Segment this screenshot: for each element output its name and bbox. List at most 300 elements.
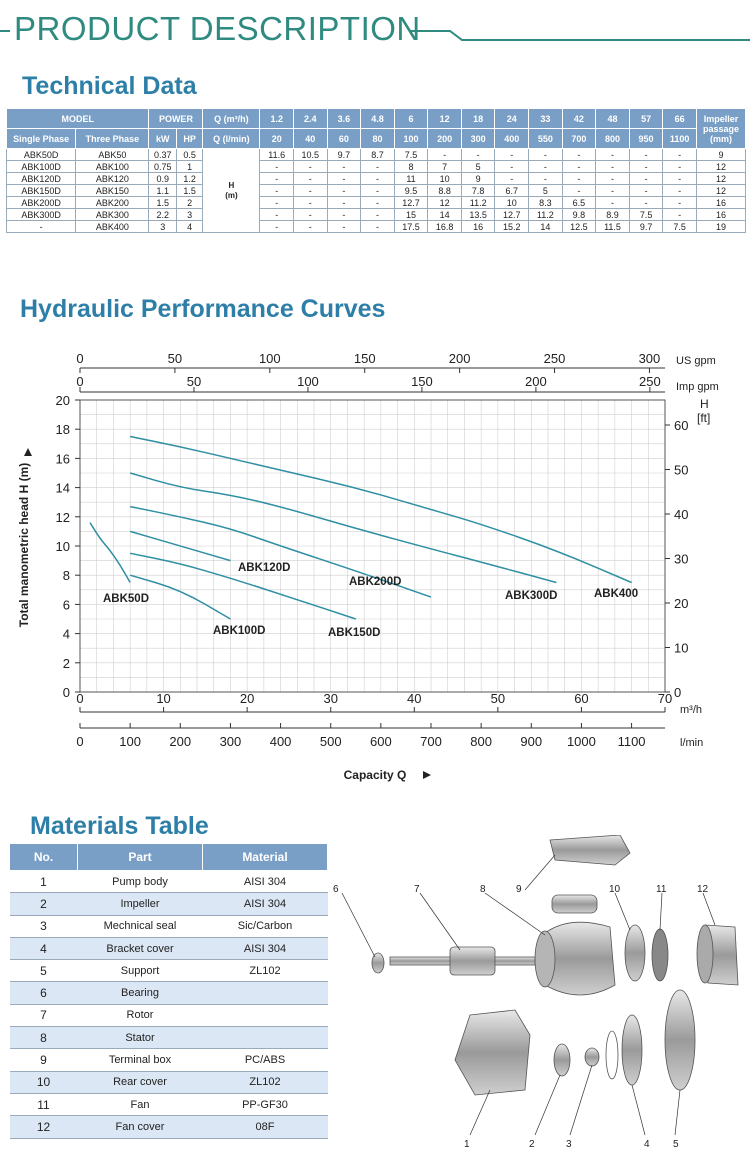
power-header: POWER <box>149 109 203 129</box>
lmin-tick-label: 600 <box>370 734 392 749</box>
lmin-tick-label: 900 <box>520 734 543 749</box>
model-row <box>7 209 746 221</box>
ft-axis-unit: [ft] <box>697 411 711 425</box>
x-unit-label: m³/h <box>680 704 702 716</box>
head-value: - <box>327 185 361 197</box>
banner-line-right <box>410 30 750 42</box>
impgpm-tick-label: 100 <box>297 374 319 389</box>
model-header: MODEL <box>7 109 149 129</box>
head-value: - <box>663 209 697 221</box>
banner-line-left <box>0 30 10 32</box>
usgpm-tick-label: 300 <box>638 351 661 366</box>
performance-chart <box>0 340 750 790</box>
head-value: 11.2 <box>529 209 563 221</box>
power-kw: 1.5 <box>149 197 176 209</box>
part-name: Mechnical seal <box>78 915 203 937</box>
head-value: - <box>562 161 596 173</box>
y-tick-label: 12 <box>55 509 70 525</box>
lmin-tick-label: 800 <box>470 734 492 749</box>
single-phase-model: ABK100D <box>7 161 76 173</box>
flow-lmin: 80 <box>361 129 395 149</box>
head-value: - <box>428 149 462 161</box>
head-value: - <box>361 221 395 233</box>
head-value: - <box>629 161 663 173</box>
lmin-tick-label: 1100 <box>617 734 646 749</box>
head-value: 17.5 <box>394 221 428 233</box>
head-value: - <box>495 161 529 173</box>
power-kw: 3 <box>149 221 176 233</box>
three-phase-model: ABK50 <box>76 149 149 161</box>
power-kw: 2.2 <box>149 209 176 221</box>
part-name: Impeller <box>78 893 203 915</box>
head-value: - <box>361 209 395 221</box>
part-number: 6 <box>10 982 78 1004</box>
usgpm-tick-label: 150 <box>353 351 376 366</box>
model-row <box>7 173 746 185</box>
impeller-header: Impeller passage (mm) <box>696 109 745 149</box>
flow-m3h: 42 <box>562 109 596 129</box>
part-material: Sic/Carbon <box>203 915 328 937</box>
power-hp: 1.2 <box>176 173 202 185</box>
head-value: - <box>629 197 663 209</box>
ft-axis-label: H <box>700 397 709 411</box>
callout-9: 9 <box>516 884 522 895</box>
part-header: Part <box>78 844 203 871</box>
o-ring-part <box>606 1031 618 1079</box>
head-value: - <box>260 221 294 233</box>
power-hp: 1 <box>176 161 202 173</box>
material-row <box>10 1071 328 1093</box>
callout-3: 3 <box>566 1139 572 1150</box>
head-value: - <box>663 197 697 209</box>
head-value: 8.8 <box>428 185 462 197</box>
head-value: - <box>327 221 361 233</box>
usgpm-tick-label: 200 <box>448 351 471 366</box>
head-value: - <box>327 209 361 221</box>
head-value: - <box>294 209 328 221</box>
part-number: 1 <box>10 871 78 893</box>
seal-part <box>585 1048 599 1066</box>
flow-m3h: 18 <box>461 109 495 129</box>
part-number: 5 <box>10 960 78 982</box>
part-name: Fan <box>78 1093 203 1115</box>
head-value: - <box>629 173 663 185</box>
x-tick-label: 0 <box>76 691 84 706</box>
three-phase-header: Three Phase <box>76 129 149 149</box>
lmin-tick-label: 400 <box>269 734 292 749</box>
curve-label-abk300d: ABK300D <box>505 590 558 602</box>
head-label: H <box>228 180 235 190</box>
flow-lmin: 300 <box>461 129 495 149</box>
impgpm-tick-label: 150 <box>411 374 433 389</box>
head-value: 6.7 <box>495 185 529 197</box>
head-value: 9.7 <box>327 149 361 161</box>
material-row <box>10 1093 328 1115</box>
lmin-tick-label: 500 <box>319 734 342 749</box>
single-phase-model: ABK120D <box>7 173 76 185</box>
head-value: 7.5 <box>394 149 428 161</box>
no-header: No. <box>10 844 78 871</box>
flow-m3h: 2.4 <box>294 109 328 129</box>
head-value: 7.5 <box>629 209 663 221</box>
x-tick-label: 20 <box>239 691 255 706</box>
impeller-passage: 19 <box>696 221 745 233</box>
callout-5: 5 <box>673 1139 679 1150</box>
part-name: Bearing <box>78 982 203 1004</box>
rotor-part <box>450 947 495 975</box>
banner <box>0 0 750 60</box>
ft-tick-label: 10 <box>674 640 689 656</box>
impeller-passage: 16 <box>696 209 745 221</box>
ft-tick-label: 60 <box>674 417 689 433</box>
usgpm-tick-label: 250 <box>543 351 566 366</box>
part-material: ZL102 <box>203 1071 328 1093</box>
material-row <box>10 960 328 982</box>
head-label-cell <box>203 149 260 233</box>
y-tick-label: 6 <box>62 597 70 613</box>
head-value: 12.5 <box>562 221 596 233</box>
flow-lmin: 1100 <box>663 129 697 149</box>
part-number: 3 <box>10 915 78 937</box>
part-number: 4 <box>10 937 78 959</box>
part-name: Rear cover <box>78 1071 203 1093</box>
head-value: - <box>294 197 328 209</box>
impgpm-unit-label: Imp gpm <box>676 381 719 393</box>
power-kw: 0.37 <box>149 149 176 161</box>
x-tick-label: 30 <box>323 691 338 706</box>
x-tick-label: 50 <box>490 691 506 706</box>
head-value: - <box>361 173 395 185</box>
head-value: 15 <box>394 209 428 221</box>
y-tick-label: 2 <box>62 655 70 671</box>
y-axis-title: Total manometric head H (m) <box>17 462 31 628</box>
exploded-pump-diagram <box>330 835 750 1160</box>
part-material: ZL102 <box>203 960 328 982</box>
pump-body-part <box>455 1010 530 1095</box>
materials-title: Materials Table <box>30 812 209 840</box>
lmin-tick-label: 300 <box>219 734 242 749</box>
impeller-passage: 12 <box>696 161 745 173</box>
head-unit: (m) <box>225 190 238 200</box>
flow-m3h: 6 <box>394 109 428 129</box>
part-number: 9 <box>10 1049 78 1071</box>
part-name: Rotor <box>78 1004 203 1026</box>
model-row <box>7 185 746 197</box>
material-row <box>10 1116 328 1138</box>
terminal-box-part <box>550 835 630 865</box>
head-value: 11 <box>394 173 428 185</box>
material-row <box>10 1049 328 1071</box>
capacitor-part <box>552 895 597 913</box>
y-axis-arrow <box>24 448 32 456</box>
lmin-tick-label: 1000 <box>566 734 596 749</box>
head-value: 7.5 <box>663 221 697 233</box>
head-value: - <box>529 161 563 173</box>
material-row <box>10 937 328 959</box>
head-value: 9.5 <box>394 185 428 197</box>
flow-lmin: 20 <box>260 129 294 149</box>
callout-10: 10 <box>609 884 621 895</box>
single-phase-model: ABK50D <box>7 149 76 161</box>
y-tick-label: 4 <box>62 626 70 642</box>
part-name: Fan cover <box>78 1116 203 1138</box>
impeller-passage: 16 <box>696 197 745 209</box>
flow-m3h: 57 <box>629 109 663 129</box>
materials-rows <box>10 871 328 1139</box>
q-lmin-header: Q (l/min) <box>203 129 260 149</box>
x-tick-label: 40 <box>407 691 422 706</box>
x-axis-arrow <box>423 771 431 779</box>
power-kw: 0.75 <box>149 161 176 173</box>
support-part <box>665 990 695 1090</box>
usgpm-tick-label: 100 <box>258 351 281 366</box>
single-phase-model: ABK300D <box>7 209 76 221</box>
impgpm-tick-label: 250 <box>639 374 661 389</box>
single-phase-model: - <box>7 221 76 233</box>
part-name: Pump body <box>78 871 203 893</box>
head-value: 7.8 <box>461 185 495 197</box>
head-value: 11.2 <box>461 197 495 209</box>
lmin-tick-label: 100 <box>119 734 141 749</box>
callout-4: 4 <box>644 1139 650 1150</box>
flow-m3h: 24 <box>495 109 529 129</box>
head-value: - <box>294 221 328 233</box>
ft-tick-label: 30 <box>674 551 689 567</box>
hydraulic-title: Hydraulic Performance Curves <box>20 295 386 323</box>
three-phase-model: ABK400 <box>76 221 149 233</box>
flow-m3h: 48 <box>596 109 630 129</box>
flow-lmin: 550 <box>529 129 563 149</box>
head-value: - <box>529 173 563 185</box>
head-value: - <box>361 161 395 173</box>
material-row <box>10 915 328 937</box>
head-value: 9 <box>461 173 495 185</box>
impgpm-tick-label: 0 <box>76 374 84 389</box>
head-value: 11.5 <box>596 221 630 233</box>
power-hp: 3 <box>176 209 202 221</box>
callout-2: 2 <box>529 1139 535 1150</box>
part-material: AISI 304 <box>203 871 328 893</box>
head-value: 14 <box>428 209 462 221</box>
head-value: - <box>495 149 529 161</box>
curve-label-abk120d: ABK120D <box>238 562 291 574</box>
y-tick-label: 0 <box>62 685 70 700</box>
impgpm-tick-label: 50 <box>186 374 202 389</box>
power-hp: 2 <box>176 197 202 209</box>
head-value: - <box>663 161 697 173</box>
flow-lmin: 200 <box>428 129 462 149</box>
head-value: - <box>260 161 294 173</box>
head-value: 16 <box>461 221 495 233</box>
three-phase-model: ABK120 <box>76 173 149 185</box>
head-value: 14 <box>529 221 563 233</box>
stator-part <box>545 922 615 995</box>
callout-11: 11 <box>656 884 667 895</box>
head-value: - <box>596 197 630 209</box>
head-value: - <box>495 173 529 185</box>
head-value: - <box>629 185 663 197</box>
y-tick-label: 20 <box>55 393 70 408</box>
single-phase-model: ABK150D <box>7 185 76 197</box>
material-row <box>10 893 328 915</box>
part-material: 08F <box>203 1116 328 1138</box>
q-m3h-header: Q (m³/h) <box>203 109 260 129</box>
flow-lmin: 950 <box>629 129 663 149</box>
curve-label-abk100d: ABK100D <box>213 625 266 637</box>
curve-label-abk400: ABK400 <box>594 588 639 600</box>
flow-m3h: 12 <box>428 109 462 129</box>
curve-label-abk50d: ABK50D <box>103 593 150 605</box>
head-value: 8 <box>394 161 428 173</box>
material-row <box>10 1027 328 1049</box>
lmin-tick-label: 200 <box>169 734 192 749</box>
head-value: - <box>461 149 495 161</box>
usgpm-tick-label: 0 <box>76 351 84 366</box>
callout-8: 8 <box>480 884 486 895</box>
three-phase-model: ABK150 <box>76 185 149 197</box>
head-value: 15.2 <box>495 221 529 233</box>
part-material <box>203 1004 328 1026</box>
technical-data-title: Technical Data <box>22 72 197 100</box>
head-value: - <box>596 149 630 161</box>
ft-tick-label: 0 <box>674 685 682 700</box>
usgpm-unit-label: US gpm <box>676 355 716 367</box>
head-value: - <box>562 173 596 185</box>
power-kw: 0.9 <box>149 173 176 185</box>
head-value: - <box>361 185 395 197</box>
three-phase-model: ABK200 <box>76 197 149 209</box>
curve-label-abk200d: ABK200D <box>349 576 402 588</box>
part-number: 11 <box>10 1093 78 1115</box>
part-name: Terminal box <box>78 1049 203 1071</box>
head-value: 10.5 <box>294 149 328 161</box>
y-tick-label: 8 <box>62 568 70 584</box>
head-value: - <box>294 185 328 197</box>
material-row <box>10 871 328 893</box>
lmin-tick-label: 700 <box>420 734 442 749</box>
head-value: 12.7 <box>394 197 428 209</box>
material-header: Material <box>203 844 328 871</box>
head-value: - <box>294 161 328 173</box>
head-value: - <box>260 185 294 197</box>
material-row <box>10 1004 328 1026</box>
part-number: 2 <box>10 893 78 915</box>
hp-header: HP <box>176 129 202 149</box>
part-material: AISI 304 <box>203 937 328 959</box>
single-phase-header: Single Phase <box>7 129 76 149</box>
callout-1: 1 <box>464 1139 470 1150</box>
model-row <box>7 197 746 209</box>
power-hp: 1.5 <box>176 185 202 197</box>
head-value: 10 <box>495 197 529 209</box>
flow-lmin: 800 <box>596 129 630 149</box>
part-number: 8 <box>10 1027 78 1049</box>
callout-7: 7 <box>414 884 420 895</box>
lmin-unit-label: l/min <box>680 737 704 749</box>
x-tick-label: 70 <box>657 691 673 706</box>
head-value: - <box>260 197 294 209</box>
ft-tick-label: 40 <box>674 506 689 522</box>
power-hp: 4 <box>176 221 202 233</box>
part-number: 7 <box>10 1004 78 1026</box>
head-value: - <box>663 185 697 197</box>
lmin-tick-label: 0 <box>76 734 84 749</box>
head-value: - <box>663 149 697 161</box>
y-tick-label: 16 <box>55 451 70 467</box>
three-phase-model: ABK300 <box>76 209 149 221</box>
flow-lmin: 60 <box>327 129 361 149</box>
technical-data-table <box>6 108 746 233</box>
part-name: Support <box>78 960 203 982</box>
flow-m3h: 4.8 <box>361 109 395 129</box>
y-tick-label: 18 <box>55 422 70 438</box>
material-row <box>10 982 328 1004</box>
head-value: 12 <box>428 197 462 209</box>
callout-6: 6 <box>333 884 339 895</box>
x-tick-label: 10 <box>156 691 171 706</box>
head-value: 12.7 <box>495 209 529 221</box>
head-value: 10 <box>428 173 462 185</box>
head-value: 16.8 <box>428 221 462 233</box>
materials-table <box>9 843 328 1139</box>
head-value: 9.7 <box>629 221 663 233</box>
head-value: 8.3 <box>529 197 563 209</box>
ft-tick-label: 50 <box>674 462 689 478</box>
head-value: - <box>294 173 328 185</box>
curve-label-abk150d: ABK150D <box>328 627 381 639</box>
usgpm-tick-label: 50 <box>167 351 183 366</box>
rear-cover-part <box>625 925 645 981</box>
head-value: 5 <box>529 185 563 197</box>
fan-part <box>652 929 668 981</box>
flow-lmin: 40 <box>294 129 328 149</box>
flow-lmin: 100 <box>394 129 428 149</box>
fan-cover-face <box>697 925 713 983</box>
model-row <box>7 221 746 233</box>
flow-lmin: 700 <box>562 129 596 149</box>
head-value: - <box>529 149 563 161</box>
part-material <box>203 982 328 1004</box>
callout-12: 12 <box>697 884 709 895</box>
head-value: - <box>260 209 294 221</box>
head-value: 11.6 <box>260 149 294 161</box>
technical-data-rows <box>7 149 746 233</box>
head-value: - <box>596 161 630 173</box>
flow-m3h: 66 <box>663 109 697 129</box>
x-axis-title: Capacity Q <box>343 768 407 782</box>
part-material <box>203 1027 328 1049</box>
part-material: AISI 304 <box>203 893 328 915</box>
head-value: 5 <box>461 161 495 173</box>
flow-lmin: 400 <box>495 129 529 149</box>
flow-m3h: 1.2 <box>260 109 294 129</box>
head-value: - <box>327 197 361 209</box>
flow-m3h: 3.6 <box>327 109 361 129</box>
three-phase-model: ABK100 <box>76 161 149 173</box>
ft-tick-label: 20 <box>674 595 689 611</box>
banner-title: PRODUCT DESCRIPTION <box>14 10 421 47</box>
kw-header: kW <box>149 129 176 149</box>
impgpm-tick-label: 200 <box>525 374 547 389</box>
y-tick-label: 10 <box>55 539 70 554</box>
head-value: - <box>327 173 361 185</box>
single-phase-model: ABK200D <box>7 197 76 209</box>
head-value: 8.9 <box>596 209 630 221</box>
head-value: 7 <box>428 161 462 173</box>
head-value: - <box>596 185 630 197</box>
part-number: 10 <box>10 1071 78 1093</box>
head-value: - <box>260 173 294 185</box>
